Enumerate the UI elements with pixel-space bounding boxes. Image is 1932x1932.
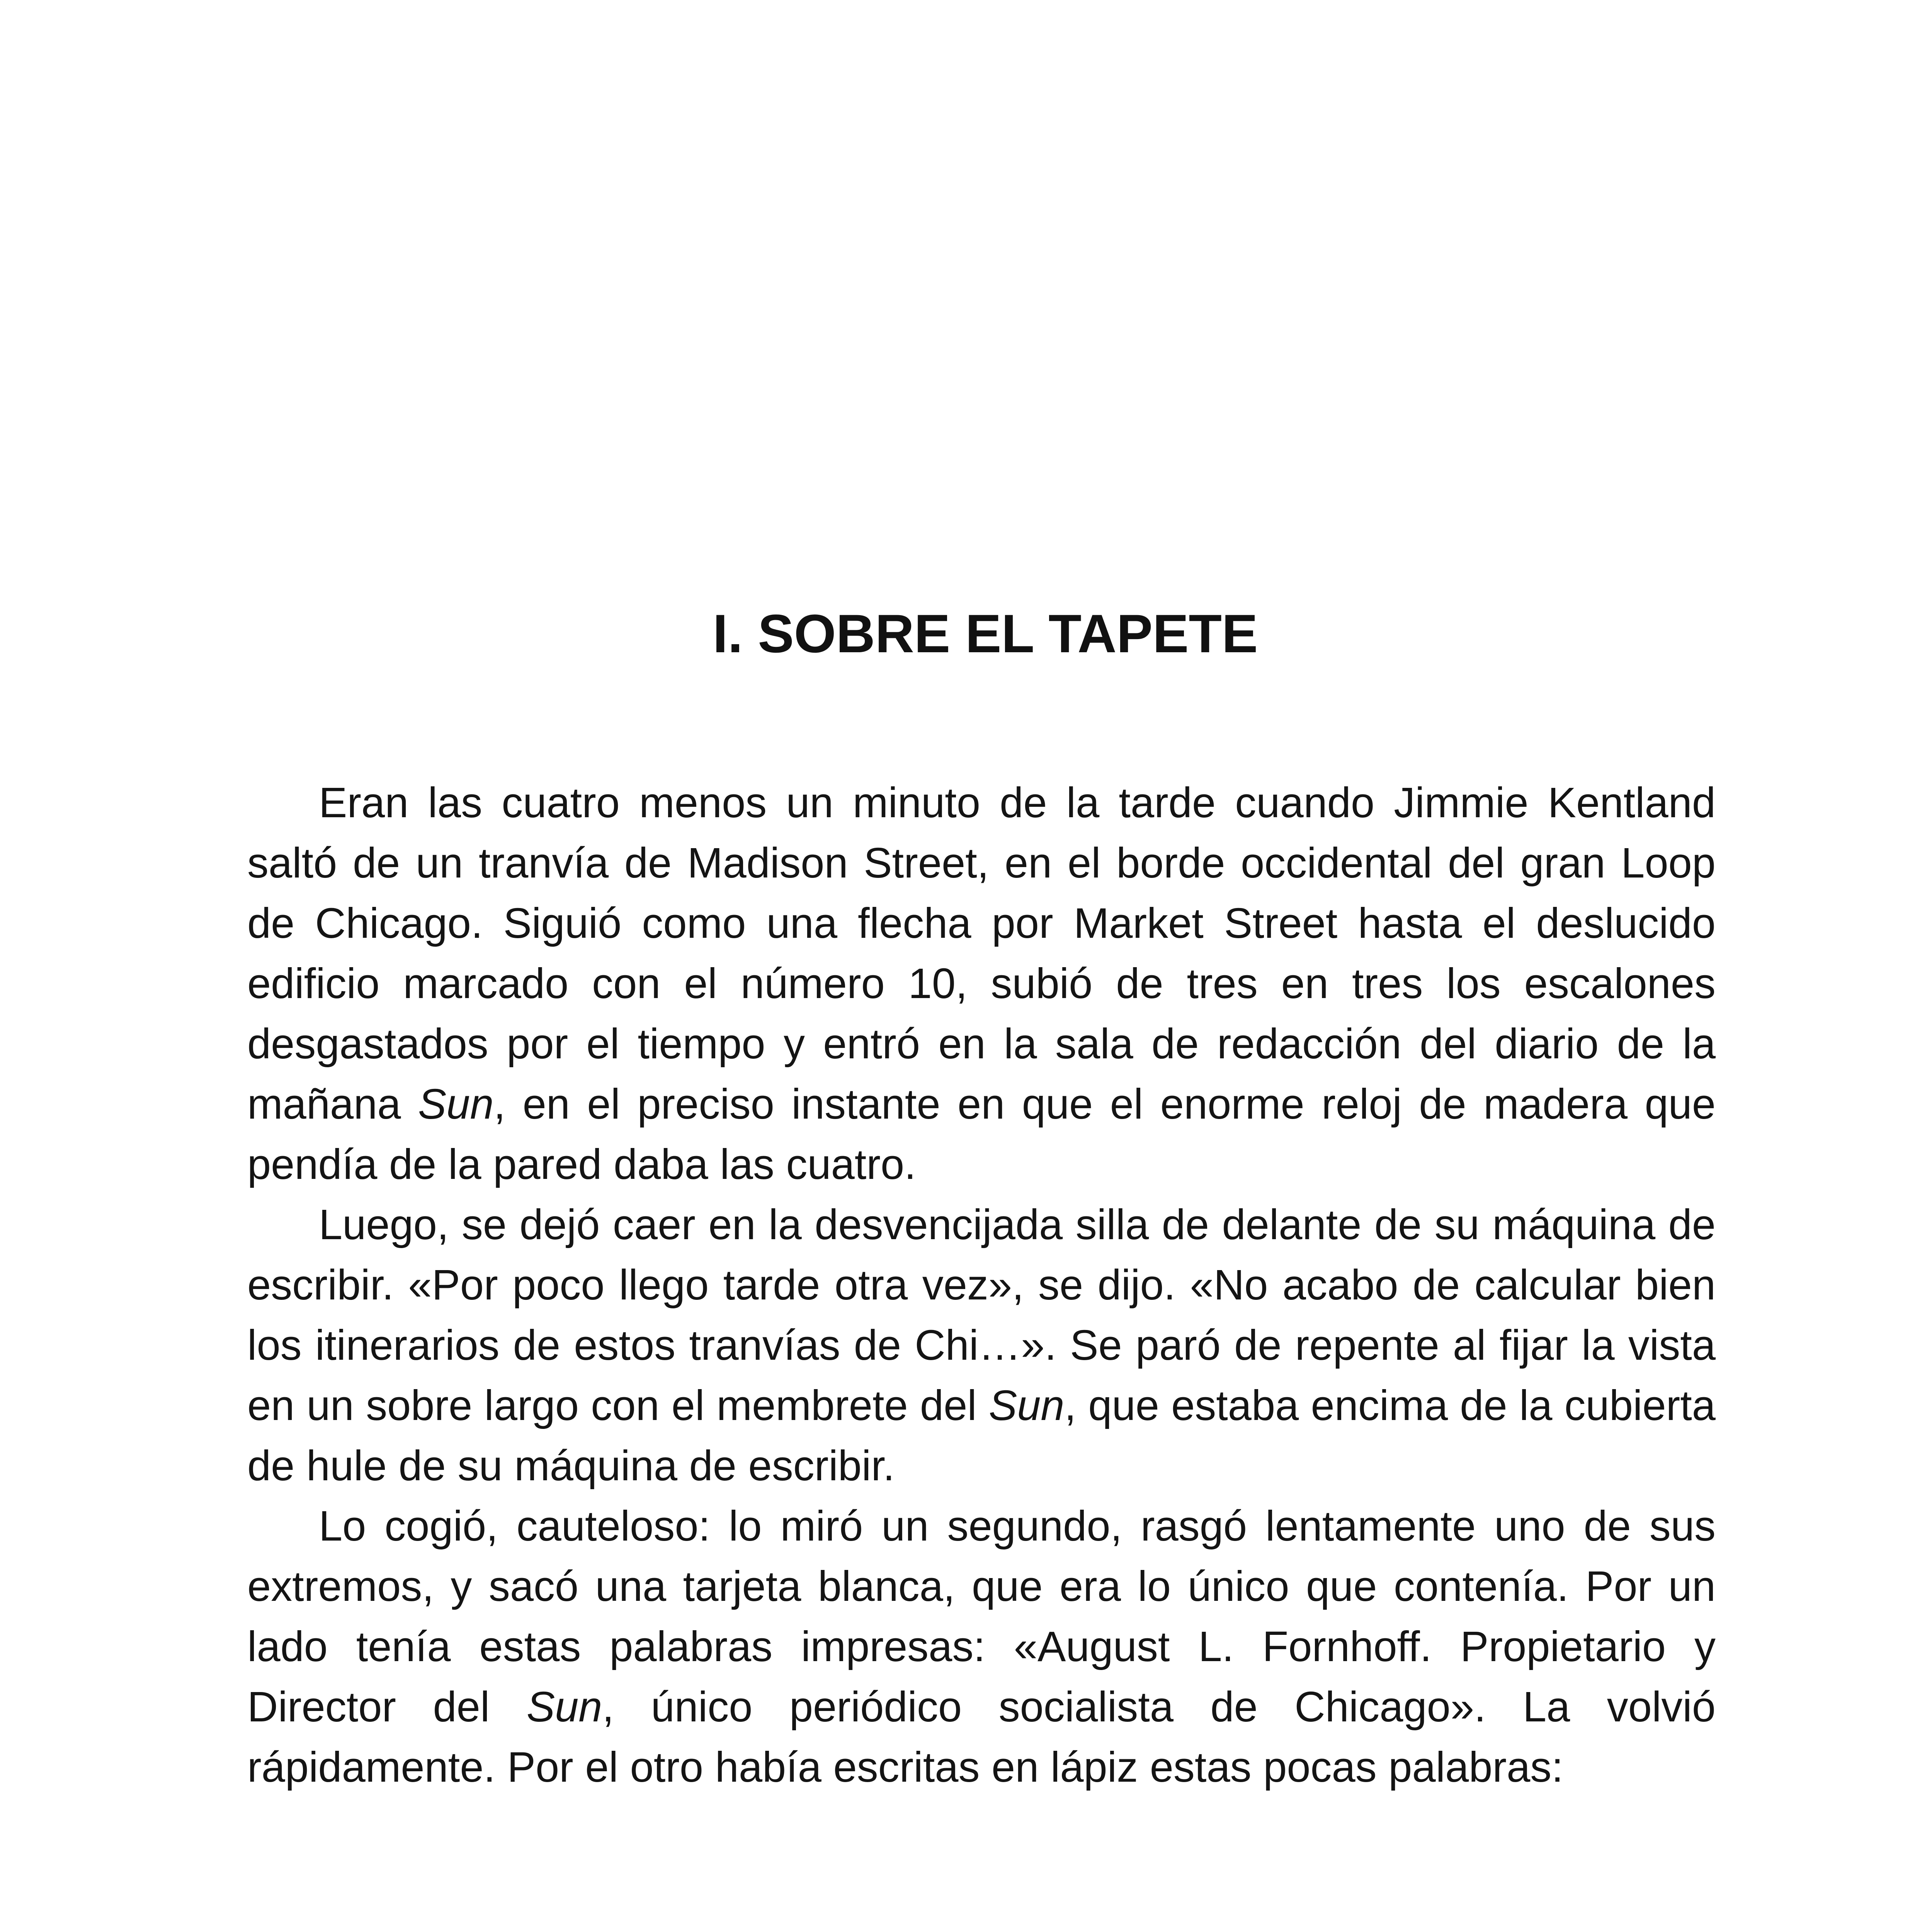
paragraph-text: Luego, se dejó caer en la desvencijada silla de delante de su máquina de escribir. «Por poco llego tarde otra vez», se dijo. «No acabo de calcular bien los itinerarios de estos tranvías de Chi…». Se paró de repente al fijar la vista en un sobre largo con el membrete del <box>247 1201 1716 1429</box>
newspaper-name: Sun <box>988 1382 1065 1429</box>
chapter-title <box>0 597 1932 670</box>
paragraph-text: , único periódico socialista de Chicago». La volvió rápidamente. Por el otro había escritas en lápiz estas pocas palabras: <box>247 1683 1716 1791</box>
chapter-title-initial: S <box>758 603 794 664</box>
chapter-number: I. <box>713 603 743 664</box>
paragraph-text: , en el preciso instante en que el enorme reloj de madera que pendía de la pared daba las cuatro. <box>247 1080 1716 1188</box>
paragraph-text: , que estaba encima de la cubierta de hule de su máquina de escribir. <box>247 1382 1716 1490</box>
newspaper-name: Sun <box>418 1080 494 1128</box>
body-text <box>247 773 1716 1798</box>
paragraph-2 <box>247 1195 1716 1496</box>
paragraph-text: Eran las cuatro menos un minuto de la tarde cuando Jimmie Kentland saltó de un tranvía de Madison Street, en el borde occidental del gran Loop de Chicago. Siguió como una flecha por Market Street hasta el deslucido edificio marcado con el número 10, subió de tres en tres los escalones desgastados por el tiempo y entró en la sala de redacción del diario de la mañana <box>247 779 1716 1128</box>
paragraph-1 <box>247 773 1716 1195</box>
paragraph-text: Lo cogió, cauteloso: lo miró un segundo, rasgó lentamente uno de sus extremos, y sacó una tarjeta blanca, que era lo único que contenía. Por un lado tenía estas palabras impresas: «August L. Fornhoff. Propietario y Director del <box>247 1502 1716 1731</box>
chapter-title-rest: OBRE EL TAPETE <box>794 603 1258 664</box>
newspaper-name: Sun <box>526 1683 602 1731</box>
paragraph-3 <box>247 1496 1716 1798</box>
